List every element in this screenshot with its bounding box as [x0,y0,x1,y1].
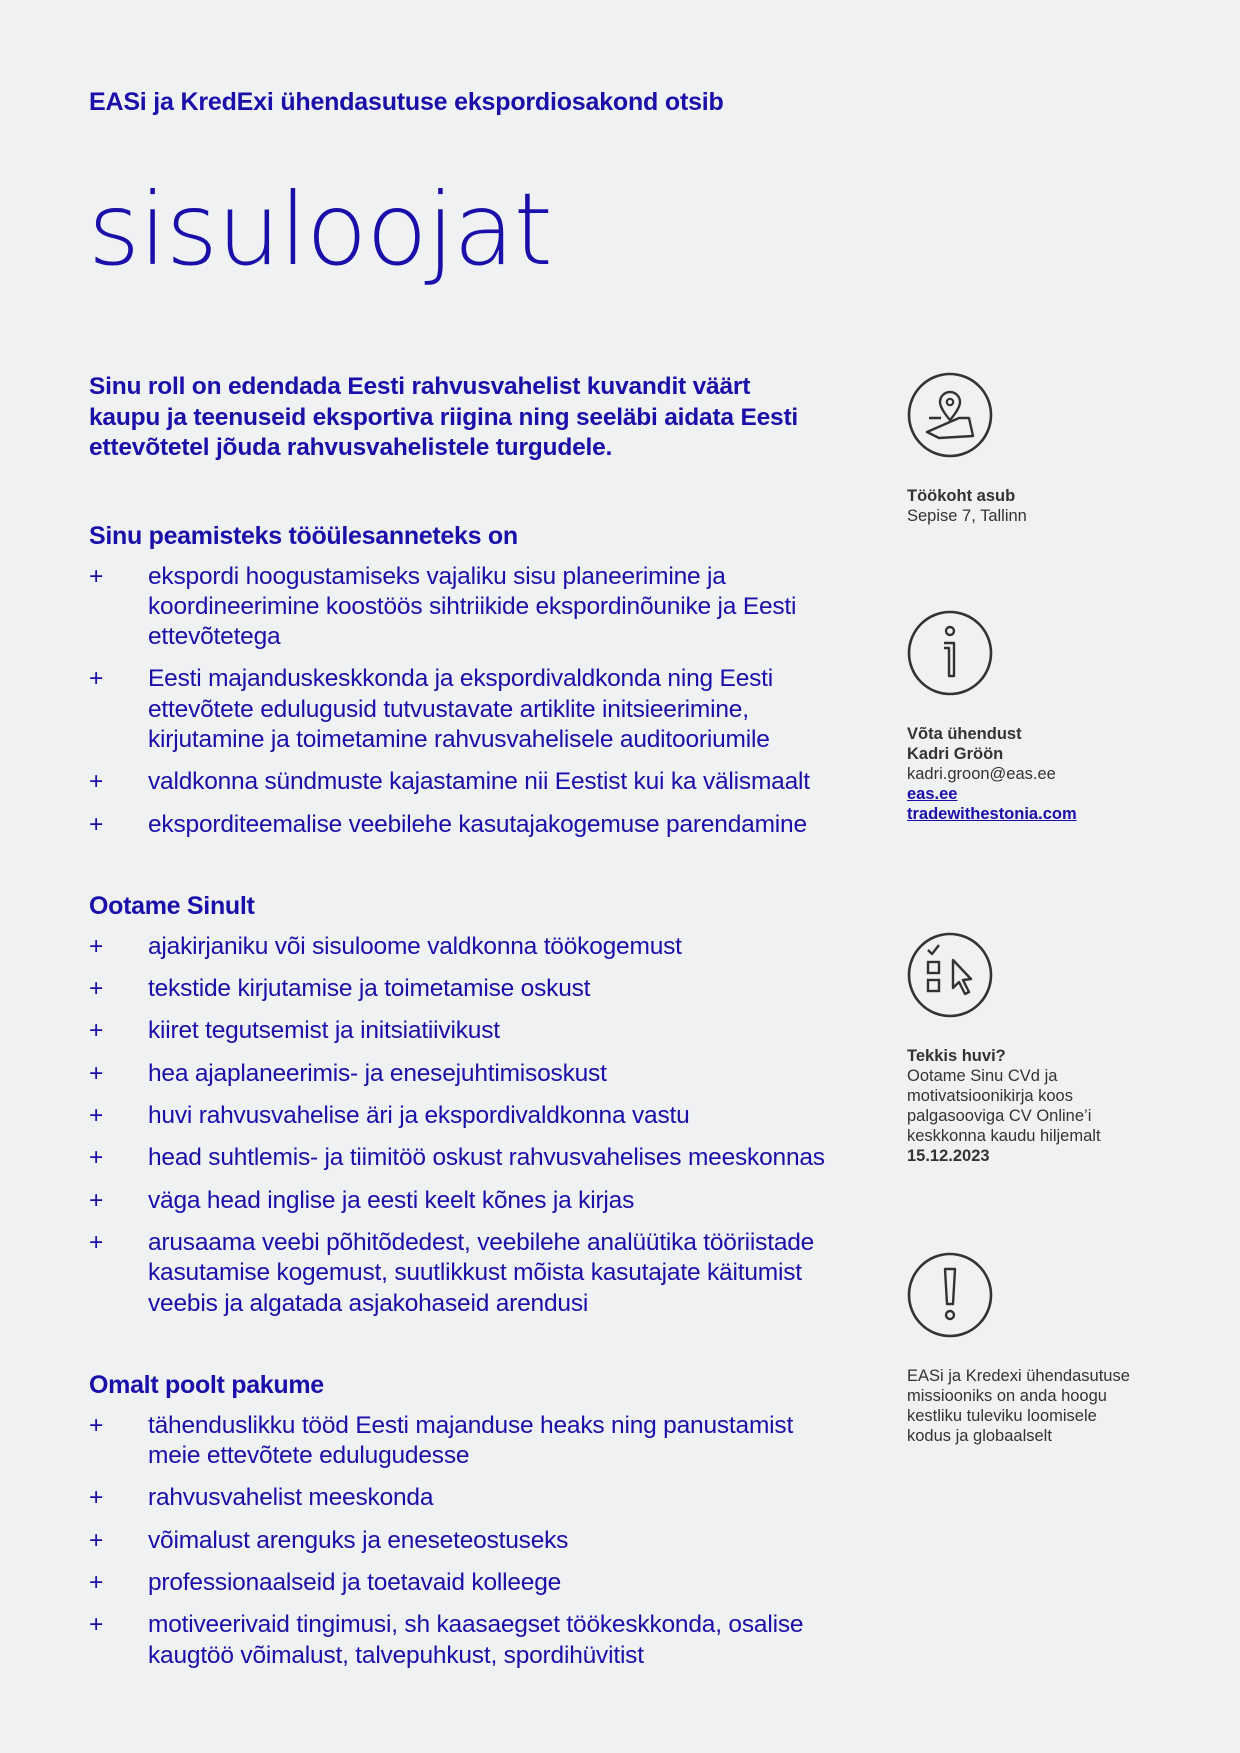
plus-bullet: + [89,1017,104,1045]
apply-text-line: palgasooviga CV Online’i [907,1107,1092,1125]
list-item-line: valdkonna sündmuste kajastamine nii Eestist kui ka välismaalt [148,768,810,796]
list-item-line: arusaama veebi põhitõdedest, veebilehe analüütika tööriistade [148,1228,815,1256]
list-item [89,974,889,1004]
location-label: Töökoht asub [907,487,1016,505]
plus-bullet: + [89,932,104,960]
list-item-line: eksporditeemalise veebilehe kasutajakogemuse parendamine [148,810,807,838]
apply-deadline: 15.12.2023 [907,1147,990,1165]
mission-text-line: EASi ja Kredexi ühendasutuse [907,1367,1130,1385]
list-item-line: veebis ja algatada asjakohaseid arendusi [148,1289,589,1317]
list-item [89,1101,889,1131]
plus-bullet: + [89,1228,104,1256]
list-item-line: väga head inglise ja eesti keelt kõnes ja kirjas [148,1186,635,1214]
list-item [89,932,889,962]
intro-line: Sinu roll on edendada Eesti rahvusvahelist kuvandit väärt [89,373,751,400]
list-item [89,1059,889,1089]
tradewithestonia-link[interactable]: tradewithestonia.com [907,805,1077,823]
list-item-line: kasutamise kogemust, suutlikkust mõista kasutajate käitumist [148,1259,802,1287]
list-item-line: rahvusvahelist meeskonda [148,1484,434,1512]
sidebar-apply [907,932,1167,1166]
list-item-line: kirjutamine ja toimetamine rahvusvahelisele auditooriumile [148,725,770,753]
list-item-line: meie ettevõtete edulugudesse [148,1442,470,1470]
list-item [89,1568,889,1598]
list-item [89,1411,889,1472]
plus-bullet: + [89,562,104,590]
kicker-heading: EASi ja KredExi ühendasutuse ekspordiosakond otsib [89,88,724,116]
list-item-line: ettevõtete edulugusid tutvustavate artiklite initsieerimine, [148,695,749,723]
plus-bullet: + [89,975,104,1003]
list-item [89,562,889,653]
list-item-line: tekstide kirjutamise ja toimetamise oskust [148,975,591,1003]
plus-bullet: + [89,1144,104,1172]
list-item [89,810,889,840]
mission-text-line: kestliku tuleviku loomisele [907,1407,1097,1425]
plus-bullet: + [89,810,104,838]
list-item [89,1526,889,1556]
list-item-line: tähenduslikku tööd Eesti majanduse heaks ning panustamist [148,1411,794,1439]
list-item-line: head suhtlemis- ja tiimitöö oskust rahvusvahelises meeskonnas [148,1144,825,1172]
mission-text-line: missiooniks on anda hoogu [907,1387,1107,1405]
main-content [89,372,889,1719]
sections-container [89,518,889,1671]
mission-text-line: kodus ja globaalselt [907,1427,1052,1445]
list-item-line: kiiret tegutsemist ja initsiatiivikust [148,1017,500,1045]
contact-email[interactable]: kadri.groon@eas.ee [907,765,1056,783]
page-title: sisuloojat [88,171,552,288]
plus-bullet: + [89,1102,104,1130]
list-item [89,1228,889,1319]
list-item [89,1143,889,1173]
apply-text-line: keskkonna kaudu hiljemalt [907,1127,1101,1145]
list-item-line: kaugtöö võimalust, talvepuhkust, spordihüvitist [148,1641,644,1669]
sidebar-mission [907,1252,1167,1446]
info-icon [907,610,993,696]
section-heading: Ootame Sinult [89,891,255,920]
bullet-list [89,562,889,840]
contact-label: Võta ühendust [907,725,1022,743]
list-item-line: Eesti majanduskeskkonda ja ekspordivaldkonda ning Eesti [148,665,774,693]
list-item-line: võimalust arenguks ja eneseteostuseks [148,1526,569,1554]
list-item-line: ekspordi hoogustamiseks vajaliku sisu planeerimine ja [148,562,726,590]
list-item-line: hea ajaplaneerimis- ja enesejuhtimisoskust [148,1059,607,1087]
plus-bullet: + [89,1484,104,1512]
intro-line: ettevõtetel jõuda rahvusvahelistele turgudele. [89,434,613,461]
plus-bullet: + [89,1611,104,1639]
contact-name: Kadri Gröön [907,745,1004,763]
list-item [89,1483,889,1513]
plus-bullet: + [89,1526,104,1554]
map-pin-icon [907,372,993,458]
sidebar-contact [907,610,1167,824]
plus-bullet: + [89,1411,104,1439]
list-item [89,1186,889,1216]
list-item [89,767,889,797]
plus-bullet: + [89,1186,104,1214]
eas-link[interactable]: eas.ee [907,785,958,803]
list-item [89,1610,889,1671]
intro-paragraph [89,372,889,464]
bullet-list [89,1411,889,1671]
list-item-line: ajakirjaniku või sisuloome valdkonna töökogemust [148,932,682,960]
list-item-line: ettevõtetega [148,623,281,651]
plus-bullet: + [89,665,104,693]
bullet-list [89,932,889,1319]
plus-bullet: + [89,1569,104,1597]
sidebar-location [907,372,1167,526]
list-item [89,1016,889,1046]
section-heading: Omalt poolt pakume [89,1370,324,1399]
apply-label: Tekkis huvi? [907,1047,1006,1065]
list-item-line: professionaalseid ja toetavaid kolleege [148,1569,562,1597]
plus-bullet: + [89,1059,104,1087]
checklist-cursor-icon [907,932,993,1018]
section-heading: Sinu peamisteks tööülesanneteks on [89,521,518,550]
plus-bullet: + [89,768,104,796]
list-item [89,664,889,755]
list-item-line: motiveerivaid tingimusi, sh kaasaegset töökeskkonda, osalise [148,1611,804,1639]
apply-text-line: Ootame Sinu CVd ja [907,1067,1058,1085]
exclamation-icon [907,1252,993,1338]
list-item-line: huvi rahvusvahelise äri ja ekspordivaldkonna vastu [148,1102,690,1130]
apply-text-line: motivatsioonikirja koos [907,1087,1073,1105]
list-item-line: koordineerimine koostöös sihtriikide ekspordinõunike ja Eesti [148,592,797,620]
location-value: Sepise 7, Tallinn [907,507,1027,525]
intro-line: kaupu ja teenuseid eksportiva riigina ning seeläbi aidata Eesti [89,403,799,431]
